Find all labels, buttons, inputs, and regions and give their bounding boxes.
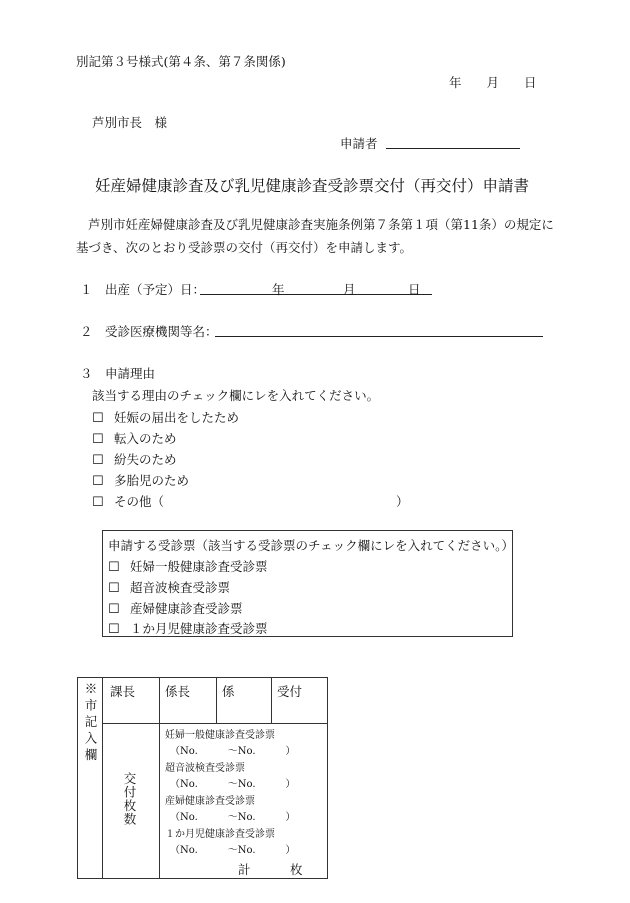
applicant-line[interactable] [386,148,520,149]
office-use-label: ※市記入欄 [83,682,98,765]
checkbox[interactable]: ☐ [108,602,120,617]
checkbox[interactable]: ☐ [92,453,104,468]
checkbox[interactable]: ☐ [108,622,120,637]
page-title: 妊産婦健康診査及び乳児健康診査受診票交付（再交付）申請書 [95,177,530,195]
reason-item: ☐ 妊娠の届出をしたため [92,410,240,426]
header-reception: 受付 [277,684,303,699]
issued-ticket-range: （No. ～No. ） [170,779,296,790]
checkbox[interactable]: ☐ [92,411,104,426]
birth-date-label: １ 出産（予定）日： [80,282,206,297]
intro-line-1: 芦別市妊産婦健康診査及び乳児健康診査実施条例第７条第１項（第11条）の規定に [88,217,554,232]
other-close-paren: ） [396,494,409,509]
table-divider [159,677,160,723]
clinic-name-line[interactable] [215,336,543,337]
issued-count-label: 交付枚数 [122,772,137,826]
issued-ticket-name: 産婦健康診査受診票 [165,796,255,807]
table-divider [216,677,217,723]
issued-ticket-name: 妊婦一般健康診査受診票 [165,730,275,741]
reason-item: ☐ 紛失のため [92,452,177,468]
table-divider [159,723,160,878]
ticket-item: ☐ 妊婦一般健康診査受診票 [108,559,268,575]
ticket-item: ☐ １か月児健康診査受診票 [108,621,268,637]
reason-instruction: 該当する理由のチェック欄にレを入れてください。 [92,388,380,403]
checkbox[interactable]: ☐ [92,495,104,510]
ticket-box-heading: 申請する受診票（該当する受診票のチェック欄にレを入れてください。） [108,538,514,553]
total-label: 計 [238,862,251,877]
header-subsection-chief: 係長 [165,684,191,699]
birth-month-label: 月 [343,282,356,297]
issued-ticket-name: 超音波検査受診票 [165,763,245,774]
birth-year-label: 年 [272,282,285,297]
ticket-item: ☐ 超音波検査受診票 [108,580,231,596]
birth-date-line[interactable] [200,294,432,295]
ticket-item: ☐ 産婦健康診査受診票 [108,601,243,617]
checkbox[interactable]: ☐ [92,432,104,447]
reason-item: ☐ 転入のため [92,431,177,447]
total-unit: 枚 [290,862,303,877]
clinic-name-label: ２ 受診医療機関等名： [80,324,218,339]
reason-item: ☐ 多胎児のため [92,473,190,489]
intro-line-2: 基づき、次のとおり受診票の交付（再交付）を申請します。 [76,240,413,255]
table-divider [102,677,103,878]
header-staff: 係 [222,684,235,699]
applicant-label: 申請者 [340,136,378,151]
issued-ticket-range: （No. ～No. ） [170,845,296,856]
reason-heading: ３ 申請理由 [80,366,156,381]
form-reference: 別記第３号様式(第４条、第７条関係) [76,54,286,69]
issued-ticket-range: （No. ～No. ） [170,812,296,823]
checkbox[interactable]: ☐ [108,581,120,596]
table-divider [271,677,272,723]
table-divider [102,723,327,724]
checkbox[interactable]: ☐ [92,474,104,489]
addressee: 芦別市長 様 [92,115,168,130]
issued-ticket-range: （No. ～No. ） [170,746,296,757]
birth-day-label: 日 [408,282,421,297]
reason-item-other: ☐ その他（ [92,494,165,510]
date-field: 年 月 日 [449,75,537,90]
issued-ticket-name: １か月児健康診査受診票 [165,829,275,840]
header-section-chief: 課長 [110,684,136,699]
checkbox[interactable]: ☐ [108,560,120,575]
